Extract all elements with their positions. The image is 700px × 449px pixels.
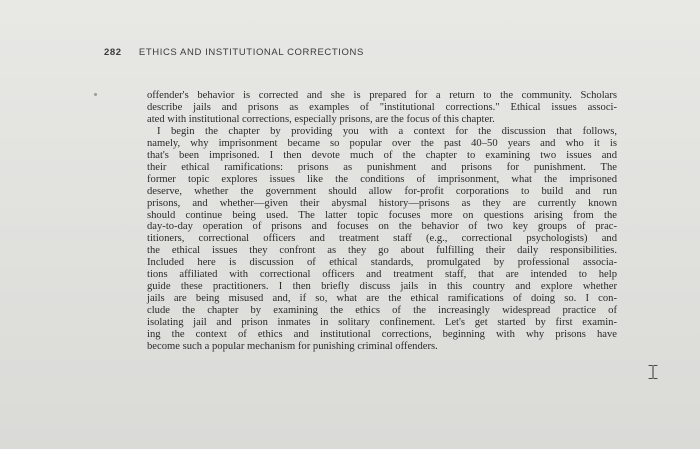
page-header xyxy=(104,47,364,58)
text-line: deserve, whether the government should allow for-profit corporations to build and run xyxy=(147,185,617,197)
text-line: namely, why imprisonment became so popular over the past 40–50 years and who it is xyxy=(147,137,617,149)
text-line: that's been imprisoned. I then devote much of the chapter to examining two issues and xyxy=(147,149,617,161)
text-line: tions affiliated with correctional officers and treatment staff, that are intended to help xyxy=(147,269,617,281)
text-line: day-to-day operation of prisons and focuses on the behavior of two key groups of prac- xyxy=(147,221,617,233)
text-line: isolating jail and prison inmates in solitary confinement. Let's get started by first examin- xyxy=(147,317,617,329)
margin-mark xyxy=(94,93,97,96)
page-number: 282 xyxy=(104,47,122,58)
text-line: I begin the chapter by providing you with a context for the discussion that follows, xyxy=(157,125,617,137)
text-line: jails are being misused and, if so, what are the ethical ramifications of doing so. I con- xyxy=(147,293,617,305)
text-line: their ethical ramifications: prisons as punishment and prisons for punishment. The xyxy=(147,161,617,173)
running-head: ETHICS AND INSTITUTIONAL CORRECTIONS xyxy=(138,47,364,58)
text-line: guide these practitioners. I then briefly discuss jails in this country and explore whether xyxy=(147,281,617,293)
text-cursor-icon xyxy=(647,364,659,380)
text-line: the ethical issues they confront as they go about fulfilling their daily responsibilities. xyxy=(147,245,617,257)
text-line: offender's behavior is corrected and she is prepared for a return to the community. Scholars xyxy=(147,90,617,101)
text-line: prisons, and whether—given their abysmal history—prisons as they are currently known xyxy=(147,197,617,209)
text-line: Included here is discussion of ethical standards, promulgated by professional associa- xyxy=(147,257,617,269)
text-line: become such a popular mechanism for punishing criminal offenders. xyxy=(147,341,438,353)
body-text[interactable] xyxy=(147,90,617,353)
text-line: clude the chapter by examining the ethics of the increasingly widespread practice of xyxy=(147,305,617,317)
text-line: describe jails and prisons as examples of "institutional corrections." Ethical issues associ- xyxy=(147,101,617,113)
text-line: should continue being used. The latter topic focuses more on questions arising from the xyxy=(147,209,617,221)
text-line: ing the context of ethics and institutional corrections, beginning with why prisons have xyxy=(147,329,617,341)
text-line: titioners, correctional officers and treatment staff (e.g., correctional psychologists) and xyxy=(147,233,617,245)
text-line: former topic explores issues like the conditions of imprisonment, what the imprisoned xyxy=(147,173,617,185)
text-line: ated with institutional corrections, especially prisons, are the focus of this chapter. xyxy=(147,113,495,125)
